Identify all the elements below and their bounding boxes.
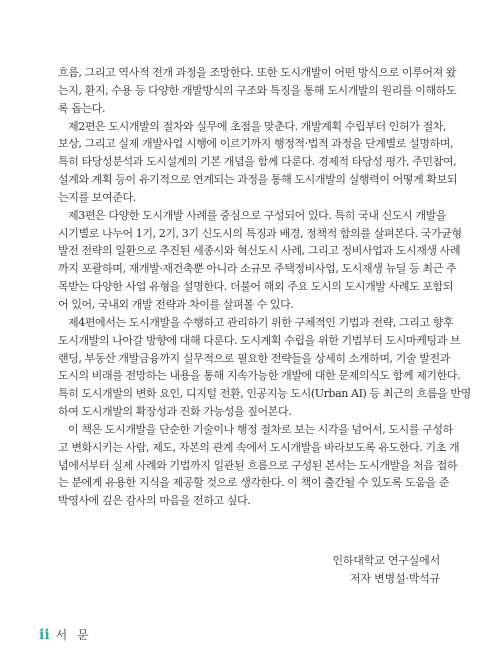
body-line: 제4편에서는 도시개발을 수행하고 관리하기 위한 구체적인 기법과 전략, 그리고 향후 [68,315,454,329]
body-line: 는지를 보여준다. [58,190,136,204]
section-title: 서 문 [55,628,92,642]
body-line: 어 있어, 국내외 개발 전략과 차이를 살펴볼 수 있다. [58,297,294,311]
body-line: 랜딩, 부동산 개발금융까지 실무적으로 필요한 전략들을 상세히 소개하며, 기술 발전과 [58,351,450,365]
body-line: 도시의 비래를 전망하는 내용을 통해 지속가능한 개발에 대한 문제의식도 함께 제기한다. [58,369,461,383]
body-line: 설계와 계획 등이 유기적으로 연계되는 과정을 통해 도시개발의 실행력이 어떻게 확보되 [58,173,458,187]
body-line: 도시개발의 나아갈 방향에 대해 다룬다. 도시계획 수립을 위한 기법부터 도시마케팅과 브 [58,333,461,347]
page-number: ii [39,626,50,643]
body-line: 하여 도시개발의 확장성과 진화 가능성을 짚어본다. [58,405,292,419]
body-line: 발전 전략의 일환으로 추진된 세종시와 혁신도시 사례, 그리고 정비사업과 도시재생 사례 [58,244,461,258]
body-line: 는 분에게 유용한 지식을 제공할 것으로 생각한다. 이 책이 출간될 수 있도록 도움을 준 [58,476,450,490]
signature-institution: 인하대학교 연구실에서 [332,554,440,567]
body-line: 까지 포괄하며, 재개발·재건축뿐 아니라 소규모 주택정비사업, 도시재생 뉴딜 등 최근 주 [58,262,457,276]
body-line: 흐름, 그리고 역사적 전개 과정을 조망한다. 또한 도시개발이 어떤 방식으로 이루어져 왔 [58,66,457,79]
body-line: 록 돕는다. [58,101,106,115]
body-line: 시기별로 나누어 1기, 2기, 3기 신도시의 특징과 배경, 정책적 함의를 살펴본다. 국가균형 [58,226,462,240]
page-footer [39,626,92,643]
body-line: 념에서부터 실제 사례와 기법까지 일관된 흐름으로 구성된 본서는 도시개발을 처음 접하 [58,458,458,472]
body-line: 박영사에 깊은 감사의 마음을 전하고 싶다. [58,494,251,508]
preface-body [58,64,471,510]
body-line: 이 책은 도시개발을 단순한 기술이나 행정 절차로 보는 시각을 넘어서, 도시를 구성하 [68,422,453,436]
body-line: 보상, 그리고 실제 개발사업 시행에 이르기까지 행정적·법적 과정을 단계별로 설명하며, [58,137,454,151]
body-line: 제2편은 도시개발의 절차와 실무에 초점을 맞춘다. 개발계획 수립부터 인허가 절차, [68,119,447,133]
body-line: 고 변화시키는 사람, 제도, 자본의 관계 속에서 도시개발을 바라보도록 유도한다. 기초 개 [58,440,460,454]
body-line: 특히 타당성분석과 도시설계의 기본 개념을 함께 다룬다. 경제적 타당성 평가, 주민참여, [58,155,457,169]
body-line: 는지, 환지, 수용 등 다양한 개발방식의 구조와 특징을 통해 도시개발의 원리를 이해하도 [58,83,457,97]
body-line: 제3편은 다양한 도시개발 사례를 중심으로 구성되어 있다. 특히 국내 신도시 개발을 [68,208,447,222]
body-line: 목받는 다양한 사업 유형을 설명한다. 더불어 해외 주요 도시의 도시개발 사례도 포함되 [58,280,454,294]
signature-authors: 저자 변병설·박석규 [349,572,440,585]
body-line: 특히 도시개발의 변화 요인, 디지털 전환, 인공지능 도시(Urban AI) 등 최근의 흐름을 반영 [58,387,471,401]
